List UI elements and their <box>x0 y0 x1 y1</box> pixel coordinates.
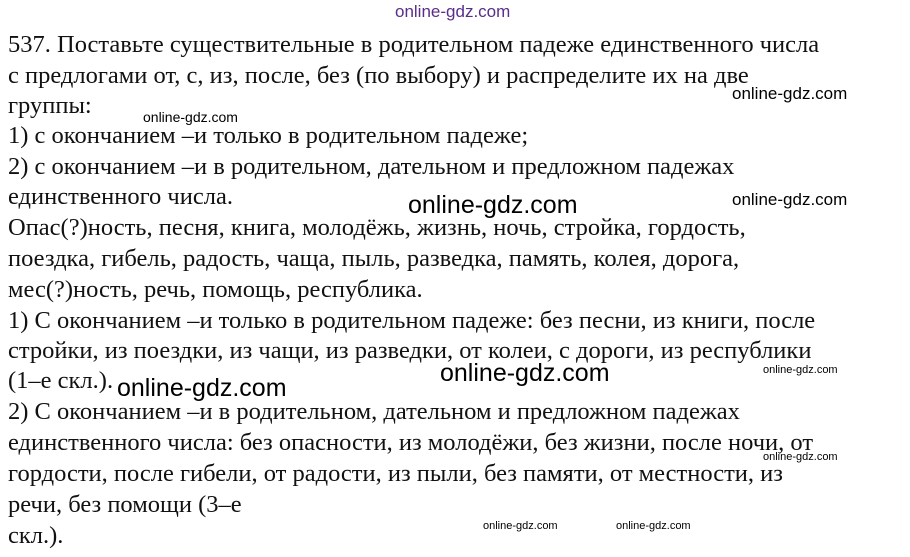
watermark: online-gdz.com <box>408 191 578 219</box>
exercise-text-line: (1–е скл.). <box>8 367 114 394</box>
exercise-text-line: скл.). <box>8 522 64 549</box>
exercise-text-line: стройки, из поездки, из чащи, из разведки, от колеи, с дороги, из республики <box>8 337 812 364</box>
exercise-text-line: 537. Поставьте существительные в родительном падеже единственного числа <box>8 31 820 58</box>
watermark: online-gdz.com <box>616 520 691 532</box>
watermark: online-gdz.com <box>732 190 848 209</box>
exercise-text-line: 1) С окончанием –и только в родительном падеже: без песни, из книги, после <box>8 307 816 334</box>
exercise-text-line: с предлогами от, с, из, после, без (по выбору) и распределите их на две <box>8 62 749 89</box>
exercise-text-line: речи, без помощи (3–е <box>8 491 242 518</box>
watermark: online-gdz.com <box>763 451 838 463</box>
exercise-text-line: 2) С окончанием –и в родительном, дательном и предложном падежах <box>8 398 740 425</box>
watermark: online-gdz.com <box>732 84 848 103</box>
exercise-text-line: Опас(?)ность, песня, книга, молодёжь, жизнь, ночь, стройка, гордость, <box>8 214 746 241</box>
exercise-text-line: 1) с окончанием –и только в родительном падеже; <box>8 122 529 149</box>
exercise-text-line: гордости, после гибели, от радости, из пыли, без памяти, от местности, из <box>8 460 783 487</box>
exercise-text-line: единственного числа: без опасности, из молодёжи, без жизни, после ночи, от <box>8 429 814 456</box>
watermark: online-gdz.com <box>143 109 238 125</box>
watermark: online-gdz.com <box>483 520 558 532</box>
exercise-text-line: 2) с окончанием –и в родительном, дательном и предложном падежах <box>8 153 735 180</box>
watermark: online-gdz.com <box>117 374 287 402</box>
watermark: online-gdz.com <box>763 364 838 376</box>
exercise-text-line: единственного числа. <box>8 183 233 210</box>
watermark-top: online-gdz.com <box>395 2 511 21</box>
exercise-text-line: группы: <box>8 92 92 119</box>
exercise-text-line: поездка, гибель, радость, чаща, пыль, разведка, память, колея, дорога, <box>8 245 740 272</box>
exercise-text-line: мес(?)ность, речь, помощь, республика. <box>8 276 423 303</box>
watermark: online-gdz.com <box>440 359 610 387</box>
